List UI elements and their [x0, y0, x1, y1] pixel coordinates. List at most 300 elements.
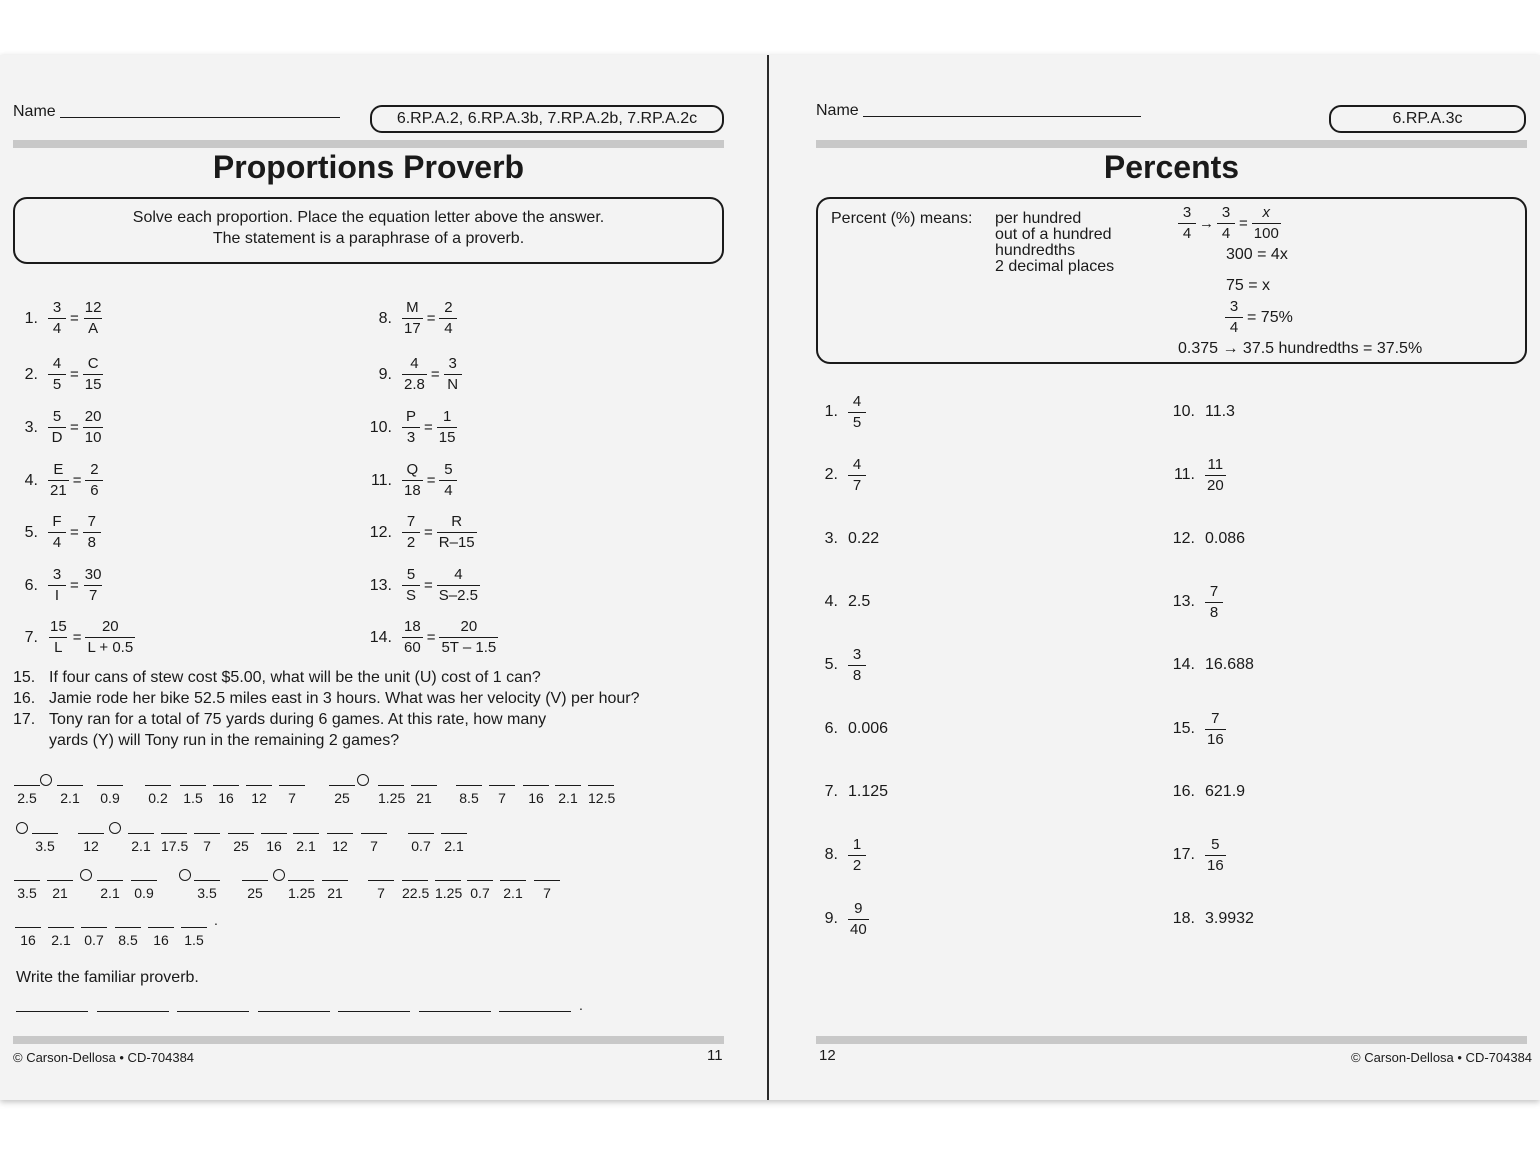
percent-problem: [816, 835, 866, 875]
equals-sign: =: [70, 419, 79, 436]
denominator: 2: [848, 855, 866, 876]
problem-number: 1.: [24, 309, 38, 327]
denominator: 5T – 1.5: [441, 639, 497, 656]
answer-blank: 12: [78, 833, 104, 854]
numerator: C: [87, 355, 99, 372]
numerator: 4: [454, 566, 463, 583]
problem-number: 7.: [24, 628, 38, 646]
fraction: [1205, 582, 1223, 623]
proverb-blank-line: [16, 1011, 88, 1012]
proportion-problem: [368, 298, 457, 339]
problem-number: 11.: [1173, 466, 1195, 483]
denominator: L + 0.5: [87, 639, 134, 656]
equals-sign: =: [426, 472, 436, 489]
percent-problem: [1170, 835, 1226, 875]
denominator: 16: [1207, 856, 1224, 874]
circle-icon: [109, 822, 121, 834]
answer-blank: 22.5: [402, 880, 428, 901]
answer-blank: 7: [361, 833, 387, 854]
problem-value: 621.9: [1205, 783, 1246, 800]
percent-problem: [1170, 899, 1254, 939]
denominator: S–2.5: [438, 587, 478, 604]
numerator: 5: [52, 408, 62, 425]
definition-item: 2 decimal places: [995, 258, 1115, 275]
circle-icon: [357, 774, 369, 786]
percent-problem: [1170, 392, 1235, 432]
problem-number: 3.: [24, 418, 38, 436]
proportion-problem: [368, 354, 462, 395]
denominator: 4: [48, 532, 66, 553]
example-proportion: $\frac{3}{4}$ → $\frac{3}{4}$ = $\frac{x}{100}$: [1178, 203, 1281, 244]
answer-blank: 0.7: [81, 927, 107, 948]
equals-sign: =: [424, 524, 433, 541]
proverb-blank-line: [177, 1011, 249, 1012]
answer-blank: 16: [148, 927, 174, 948]
numerator: 5: [1211, 835, 1220, 853]
denominator: 4: [48, 318, 66, 339]
equals-sign: =: [426, 310, 436, 327]
problem-value: 0.086: [1205, 530, 1246, 547]
answer-blank: 16: [261, 833, 287, 854]
left-page: [0, 55, 767, 1100]
page-title: Percents: [1103, 149, 1240, 185]
page-title: Proportions Proverb: [212, 149, 525, 185]
numerator: 3: [52, 299, 62, 316]
fraction: [83, 354, 104, 395]
denominator: 8: [1205, 602, 1223, 623]
fraction: [437, 565, 480, 606]
arrow-icon: →: [1199, 215, 1214, 232]
answer-blank: 2.1: [555, 785, 581, 806]
problem-number: 6.: [824, 720, 838, 737]
fraction: [1205, 709, 1226, 750]
answer-blank: 7: [368, 880, 394, 901]
problem-value: 3.9932: [1205, 910, 1254, 927]
word-problem-number: 15.: [13, 669, 36, 686]
denominator: 8: [83, 532, 101, 553]
answer-blank: 25: [228, 833, 254, 854]
denominator: 6: [85, 480, 103, 501]
answer-blank: 21: [411, 785, 437, 806]
example-step: 300 = 4x: [1226, 246, 1288, 263]
percent-problem: [1170, 645, 1254, 685]
percent-problem: [816, 582, 870, 622]
standards-badge: 6.RP.A.3c: [1329, 105, 1526, 133]
answer-blank: 12.5: [588, 785, 614, 806]
denominator: 17: [404, 320, 421, 337]
denominator: 2: [402, 532, 420, 553]
standards-badge: 6.RP.A.2, 6.RP.A.3b, 7.RP.A.2b, 7.RP.A.2c: [370, 105, 724, 133]
proverb-blank-line: [419, 1011, 491, 1012]
fraction: [402, 460, 423, 501]
problem-number: 7.: [824, 783, 838, 800]
word-problem-text: If four cans of stew cost $5.00, what will be the unit (U) cost of 1 can?: [49, 669, 541, 686]
numerator: 4: [52, 355, 62, 372]
fraction: [402, 512, 420, 553]
problem-value: 0.006: [848, 720, 889, 737]
period-mark: .: [214, 912, 218, 928]
percent-problem: [816, 392, 866, 432]
problem-number: 14.: [369, 628, 392, 646]
equals-sign: =: [70, 310, 79, 327]
equals-sign: =: [70, 524, 79, 541]
problem-value: 2.5: [848, 593, 871, 610]
percent-problem: [816, 455, 866, 495]
percent-problem: [816, 772, 888, 812]
instructions-box: [13, 197, 724, 264]
problem-number: 5.: [824, 656, 838, 673]
circle-icon: [16, 822, 28, 834]
fraction: [437, 407, 458, 448]
equals-sign: =: [426, 629, 436, 646]
numerator: 3: [448, 355, 457, 372]
fraction: [439, 460, 457, 501]
numerator: F: [52, 513, 62, 530]
numerator: R: [451, 513, 463, 530]
write-prompt: Write the familiar proverb.: [16, 969, 199, 986]
answer-blank: 21: [322, 880, 348, 901]
numerator: 2: [90, 461, 99, 478]
percent-definition-box: [816, 197, 1527, 364]
definition-item: out of a hundred: [995, 226, 1112, 243]
fraction: [848, 645, 866, 686]
problem-number: 1.: [824, 403, 838, 420]
fraction: [1205, 455, 1226, 496]
answer-blank: 2.1: [293, 833, 319, 854]
name-line: [863, 116, 1141, 117]
problem-number: 9.: [378, 365, 392, 383]
answer-blank: 7: [279, 785, 305, 806]
proportion-problem: [14, 565, 103, 606]
denominator: L: [49, 637, 67, 658]
problem-value: 0.22: [848, 530, 880, 547]
answer-blank: 25: [242, 880, 268, 901]
denominator: 7: [848, 475, 866, 496]
numerator: 20: [101, 618, 119, 635]
right-page: [769, 55, 1540, 1100]
header-rule: [816, 140, 1527, 148]
fraction: [85, 460, 103, 501]
numerator: 11: [1207, 455, 1224, 473]
equals-sign: =: [424, 577, 433, 594]
answer-blank: 2.1: [128, 833, 154, 854]
proportion-problem: [368, 565, 480, 606]
denominator: 2.8: [404, 376, 425, 393]
problem-number: 12.: [369, 523, 392, 541]
fraction: [402, 617, 423, 658]
numerator: 2: [444, 299, 453, 316]
answer-blank: 3.5: [194, 880, 220, 901]
answer-blank: 2.1: [441, 833, 467, 854]
answer-blank: 25: [329, 785, 355, 806]
numerator: 4: [852, 455, 862, 473]
numerator: 1: [442, 408, 452, 425]
fraction: [848, 392, 866, 433]
answer-blank: 0.2: [145, 785, 171, 806]
proportion-problem: [368, 617, 498, 658]
numerator: 7: [87, 513, 96, 530]
word-problem-number: 16.: [13, 690, 36, 707]
problem-number: 13.: [369, 576, 392, 594]
example-result: $\frac{3}{4}$ = 75%: [1225, 297, 1293, 338]
problem-number: 10.: [369, 418, 392, 436]
fraction: [83, 512, 101, 553]
equals-sign: =: [424, 419, 433, 436]
equals-sign: =: [430, 366, 440, 383]
answer-blank: 16: [523, 785, 549, 806]
circle-icon: [80, 869, 92, 881]
copyright-footer: © Carson-Dellosa • CD-704384: [1351, 1050, 1533, 1065]
problem-number: 13.: [1172, 593, 1195, 610]
answer-blank: 1.5: [180, 785, 206, 806]
numerator: 1: [852, 835, 862, 853]
proportion-problem: [368, 460, 457, 501]
percent-problem: [1170, 709, 1226, 749]
numerator: 7: [1209, 582, 1219, 600]
equals-sign: =: [72, 629, 82, 646]
proverb-blank-line: [97, 1011, 169, 1012]
proportion-problem: [14, 298, 103, 339]
answer-blank: 0.9: [131, 880, 157, 901]
numerator: 18: [404, 618, 421, 635]
answer-blank: 2.1: [57, 785, 83, 806]
numerator: 4: [410, 355, 419, 372]
answer-blank: 3.5: [32, 833, 58, 854]
denominator: 20: [1207, 476, 1224, 494]
fraction: [402, 354, 427, 395]
answer-blank: 1.25: [288, 880, 314, 901]
fraction: [48, 298, 66, 339]
fraction: [48, 407, 66, 448]
denominator: 18: [404, 482, 421, 499]
example-step: 75 = x: [1226, 277, 1271, 294]
fraction: $\frac{x}{100}$: [1253, 204, 1279, 242]
problem-number: 2.: [824, 466, 838, 483]
denominator: 4: [439, 480, 457, 501]
word-problem-text: Tony ran for a total of 75 yards during 6 games. At this rate, how many: [49, 711, 547, 728]
fraction: $\frac{3}{4}$: [1178, 203, 1196, 244]
example-decimal: 0.375 → 37.5 hundredths = 37.5%: [1178, 340, 1423, 357]
fraction: [439, 617, 498, 658]
footer-rule: [816, 1036, 1527, 1044]
fraction: [48, 460, 69, 501]
problem-number: 2.: [24, 365, 38, 383]
fraction: [48, 617, 69, 658]
denominator: I: [48, 585, 66, 606]
instruction-line: Solve each proportion. Place the equation letter above the answer.: [132, 209, 605, 226]
fraction: [83, 407, 104, 448]
answer-blank: 8.5: [456, 785, 482, 806]
answer-blank: 7: [534, 880, 560, 901]
fraction: [85, 617, 135, 658]
denominator: S: [402, 585, 420, 606]
denominator: 21: [50, 482, 67, 499]
denominator: 10: [84, 429, 102, 446]
answer-blank: 12: [246, 785, 272, 806]
numerator: P: [405, 408, 416, 425]
numerator: 5: [444, 461, 453, 478]
equals-sign: =: [70, 577, 79, 594]
problem-value: 1.125: [848, 783, 889, 800]
word-problem-number: 17.: [13, 711, 36, 728]
answer-blank: 16: [15, 927, 41, 948]
page-number: 12: [819, 1047, 836, 1064]
problem-number: 11.: [370, 471, 392, 489]
problem-value: 11.3: [1205, 403, 1235, 420]
answer-blank: 12: [327, 833, 353, 854]
percent-problem: [816, 519, 879, 559]
numerator: M: [406, 299, 419, 316]
word-problem-text: yards (Y) will Tony run in the remaining 2 games?: [49, 732, 400, 749]
answer-blank: 1.5: [181, 927, 207, 948]
fraction: [848, 455, 866, 496]
answer-blank: 0.9: [97, 785, 123, 806]
numerator: 20: [84, 408, 102, 425]
denominator: 5: [48, 374, 66, 395]
fraction: [437, 512, 477, 553]
answer-blank: 1.25: [435, 880, 461, 901]
denominator: D: [48, 427, 66, 448]
page-number: 11: [707, 1047, 723, 1064]
word-problem-text: Jamie rode her bike 52.5 miles east in 3 hours. What was her velocity (V) per hour?: [49, 690, 640, 707]
numerator: 4: [852, 392, 862, 410]
proportion-problem: [368, 512, 477, 553]
copyright-footer: © Carson-Dellosa • CD-704384: [13, 1050, 195, 1065]
name-label: Name: [816, 102, 859, 119]
proportion-problem: [368, 407, 457, 448]
proverb-blank-line: [258, 1011, 330, 1012]
numerator: 15: [50, 618, 67, 635]
fraction: [48, 354, 66, 395]
numerator: E: [53, 461, 64, 478]
problem-number: 14.: [1172, 656, 1195, 673]
denominator: 15: [84, 376, 102, 393]
percent-problem: [1170, 519, 1245, 559]
denominator: 4: [439, 318, 457, 339]
definition-item: per hundred: [995, 210, 1082, 227]
fraction: [439, 298, 457, 339]
numerator: 30: [84, 566, 102, 583]
problem-number: 16.: [1172, 783, 1195, 800]
fraction: [83, 565, 104, 606]
denominator: 15: [438, 429, 456, 446]
circle-icon: [179, 869, 191, 881]
fraction: [1205, 835, 1226, 876]
denominator: 8: [848, 665, 866, 686]
fraction: $\frac{3}{4}$: [1225, 297, 1243, 338]
answer-blank: 3.5: [14, 880, 40, 901]
footer-rule: [13, 1036, 724, 1044]
problem-number: 12.: [1172, 530, 1195, 547]
proverb-blank-line: [338, 1011, 410, 1012]
answer-blank: 16: [213, 785, 239, 806]
numerator: 7: [406, 513, 416, 530]
denominator: 3: [402, 427, 420, 448]
circle-icon: [273, 869, 285, 881]
denominator: 16: [1207, 730, 1224, 748]
proportion-problem: [14, 512, 101, 553]
percent-problem: [1170, 455, 1226, 495]
name-label: Name: [13, 103, 56, 120]
percent-problem: [816, 645, 866, 685]
problem-number: 4.: [24, 471, 38, 489]
answer-blank: 2.1: [48, 927, 74, 948]
proportion-problem: [14, 460, 103, 501]
percent-problem: [816, 709, 888, 749]
name-line: [60, 117, 340, 118]
denominator: N: [444, 374, 462, 395]
denominator: 7: [84, 585, 102, 606]
answer-blank: 0.7: [467, 880, 493, 901]
problem-number: 9.: [824, 910, 838, 927]
numerator: 12: [84, 299, 102, 316]
header-rule: [13, 140, 724, 148]
numerator: Q: [406, 461, 419, 478]
fraction: [48, 512, 66, 553]
denominator: A: [84, 318, 102, 339]
period-mark: .: [579, 997, 583, 1013]
numerator: 5: [406, 566, 416, 583]
fraction: [402, 407, 420, 448]
answer-blank: 17.5: [161, 833, 187, 854]
problem-number: 17.: [1172, 846, 1195, 863]
problem-number: 6.: [24, 576, 38, 594]
numerator: 3: [852, 645, 862, 663]
definition-list: [995, 211, 1114, 275]
fraction: [848, 899, 869, 940]
answer-blank: 7: [489, 785, 515, 806]
fraction: [83, 298, 104, 339]
denominator: 40: [850, 920, 867, 938]
fraction: [848, 835, 866, 876]
equals-sign: =: [72, 472, 82, 489]
problem-number: 5.: [24, 523, 38, 541]
answer-blank: 2.1: [97, 880, 123, 901]
fraction: [444, 354, 462, 395]
proportion-problem: [14, 407, 103, 448]
numerator: 9: [854, 899, 863, 917]
numerator: 7: [1211, 709, 1220, 727]
instruction-line: The statement is a paraphrase of a proverb.: [212, 230, 525, 247]
definition-item: hundredths: [995, 242, 1076, 259]
problem-number: 8.: [824, 846, 838, 863]
fraction: [402, 298, 423, 339]
problem-number: 15.: [1172, 720, 1195, 737]
answer-blank: 7: [194, 833, 220, 854]
problem-number: 4.: [824, 593, 838, 610]
answer-blank: 8.5: [115, 927, 141, 948]
equals-sign: =: [70, 366, 79, 383]
denominator: R–15: [438, 534, 475, 551]
denominator: 5: [848, 412, 866, 433]
percent-problem: [1170, 772, 1245, 812]
problem-number: 3.: [824, 530, 838, 547]
proportion-problem: [14, 617, 135, 658]
answer-blank: 2.5: [14, 785, 40, 806]
definition-label: Percent (%) means:: [831, 210, 973, 227]
answer-blank: 0.7: [408, 833, 434, 854]
circle-icon: [40, 774, 52, 786]
proverb-blank-line: [499, 1011, 571, 1012]
fraction: [402, 565, 420, 606]
numerator: 3: [52, 566, 62, 583]
percent-problem: [1170, 582, 1223, 622]
problem-number: 8.: [378, 309, 392, 327]
answer-blank: 21: [47, 880, 73, 901]
percent-problem: [816, 899, 869, 939]
problem-number: 10.: [1172, 403, 1195, 420]
numerator: 20: [460, 618, 478, 635]
